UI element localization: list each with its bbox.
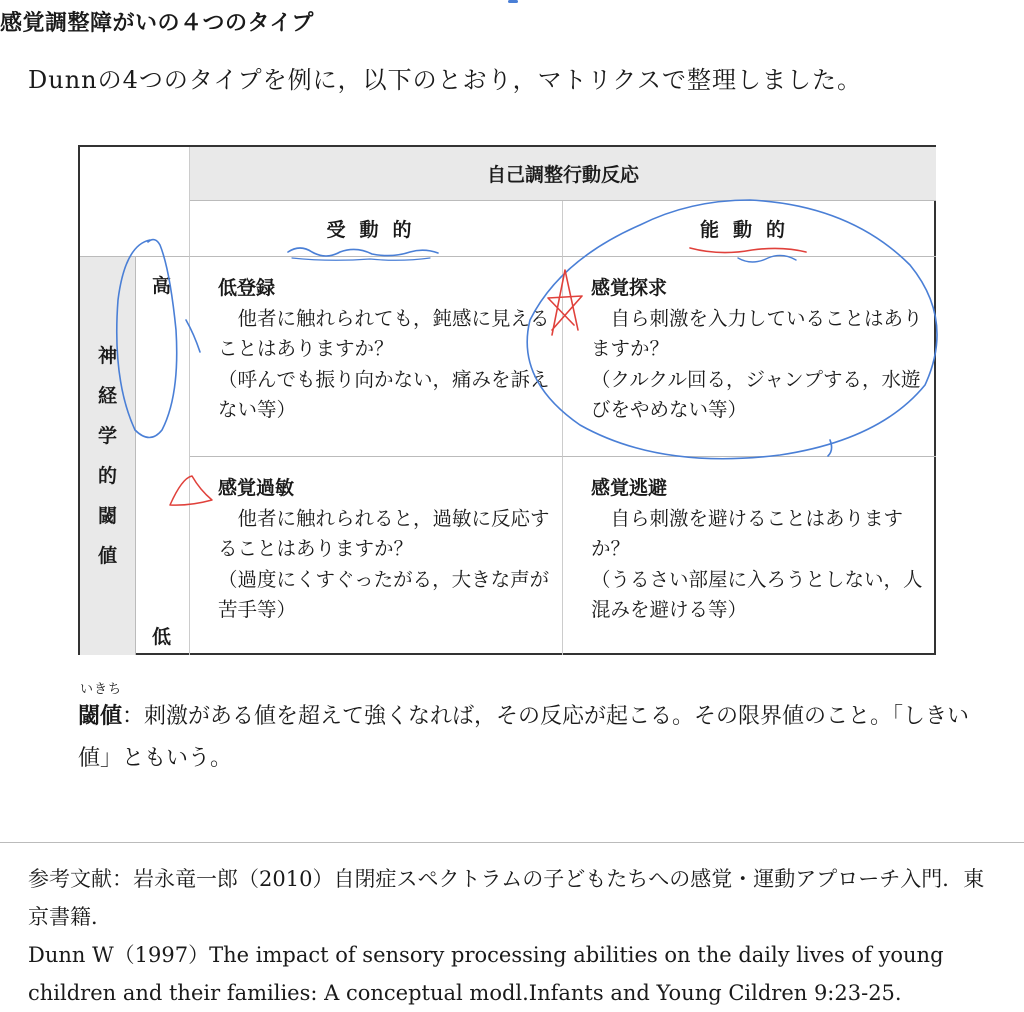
side-char: 経 [97,385,117,407]
side-char: 閾 [97,505,117,527]
side-char: 神 [97,345,117,367]
threshold-scale [136,257,190,655]
quadrant-question: 自ら刺激を避けることはありますか？ [591,506,904,560]
quadrant-low-registration [190,257,563,457]
references [28,860,998,1012]
page-title: 感覚調整障がいの４つのタイプ [0,11,314,36]
low-label: 低 [152,626,172,648]
quadrant-examples: （過度にくすぐったがる，大きな声が苦手等） [218,567,550,621]
reference-1: 参考文献：岩永竜一郎（2010）自閉症スペクトラムの子どもたちへの感覚・運動アプローチ入門．東京書籍． [28,867,985,929]
matrix-top-header: 自己調整行動反応 [190,147,936,201]
quadrant-question: 他者に触れられても，鈍感に見えることはありますか？ [218,306,550,360]
term-ruby: いきち [80,682,123,697]
quadrant-sensory-avoiding [563,457,936,655]
intro-text: Dunnの4つのタイプを例に，以下のとおり，マトリクスで整理しました。 [28,66,862,94]
matrix-corner [80,147,190,257]
neurological-threshold-label [80,257,136,655]
side-char: 値 [97,545,117,567]
quadrant-question: 自ら刺激を入力していることはありますか？ [591,306,923,360]
quadrant-title: 感覚逃避 [591,477,668,499]
side-char: 的 [97,465,117,487]
definition-text: ：刺激がある値を超えて強くなれば，その反応が起こる。その限界値のこと。「しきい値」ともいう。 [78,704,970,771]
top-edge-mark [508,0,518,3]
high-label: 高 [152,275,172,297]
definition-term: 閾値 [78,704,123,729]
quadrant-sensory-sensitivity [190,457,563,655]
threshold-definition [78,696,978,780]
quadrant-sensory-seeking [563,257,936,457]
quadrant-examples: （うるさい部屋に入ろうとしない，人混みを避ける等） [591,567,923,621]
divider [0,842,1024,843]
quadrant-examples: （クルクル回る，ジャンプする，水遊びをやめない等） [591,367,921,421]
sensory-matrix-table [78,145,936,655]
side-char: 学 [97,425,117,447]
active-header: 能動的 [563,201,936,257]
quadrant-title: 低登録 [218,277,276,299]
quadrant-question: 他者に触れられると，過敏に反応することはありますか？ [218,506,550,560]
reference-2: Dunn W（1997）The impact of sensory processing abilities on the daily lives of young children and their families: A conceptual modl.Infants and Young Cildren 9:23-25. [28,943,944,1005]
passive-header: 受動的 [190,201,563,257]
quadrant-examples: （呼んでも振り向かない，痛みを訴えない等） [218,367,550,421]
quadrant-title: 感覚探求 [591,277,668,299]
quadrant-title: 感覚過敏 [218,477,295,499]
